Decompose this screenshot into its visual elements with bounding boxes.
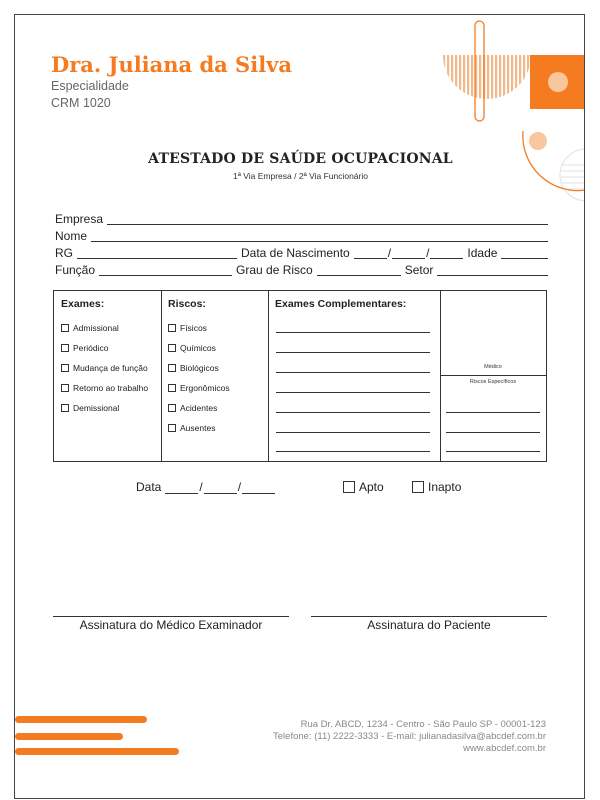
checkbox-square[interactable] [168, 404, 176, 412]
doctor-name: Dra. Juliana da Silva [51, 52, 292, 77]
checkbox-square[interactable] [168, 344, 176, 352]
label-idade: Idade [467, 246, 498, 260]
checkbox-label: Biológicos [180, 363, 219, 373]
checkbox-inapto[interactable] [412, 480, 461, 494]
checkbox-square[interactable] [61, 364, 69, 372]
checkbox-ausentes[interactable] [168, 423, 215, 433]
checkbox-mudanca-funcao[interactable] [61, 363, 148, 373]
checkbox-biologicos[interactable] [168, 363, 219, 373]
input-data-ano[interactable] [242, 481, 275, 494]
exames-heading: Exames: [61, 298, 105, 310]
footer-address: Rua Dr. ABCD, 1234 - Centro - São Paulo SP - 00001-123 [300, 719, 546, 730]
riscos-especificos-line-3[interactable] [446, 451, 540, 452]
riscos-especificos-label: Riscos Específicos [469, 379, 517, 385]
doctor-crm: CRM 1020 [51, 96, 111, 110]
date-separator: / [237, 480, 242, 494]
checkbox-label: Químicos [180, 343, 216, 353]
checkbox-label: Periódico [73, 343, 109, 353]
complementar-line-4[interactable] [276, 392, 430, 393]
footer-contact: Telefone: (11) 2222-3333 - E-mail: julianadasilva@abcdef.com.br [273, 731, 546, 742]
complementar-line-2[interactable] [276, 352, 430, 353]
checkbox-label: Admissional [73, 323, 119, 333]
input-idade[interactable] [501, 246, 548, 259]
exam-table [53, 290, 547, 462]
field-row-funcao [55, 261, 548, 277]
striped-half-circle [443, 55, 531, 99]
input-empresa[interactable] [107, 212, 548, 225]
exames-column [54, 291, 162, 461]
field-row-nome [55, 227, 548, 243]
checkbox-label: Demissional [73, 403, 120, 413]
input-nascimento-ano[interactable] [430, 246, 463, 259]
signature-line-paciente[interactable] [311, 616, 547, 617]
date-separator: / [387, 246, 392, 260]
exames-complementares-heading: Exames Complementares: [275, 298, 407, 310]
complementar-line-5[interactable] [276, 412, 430, 413]
signature-label-paciente: Assinatura do Paciente [367, 618, 491, 632]
checkbox-square[interactable] [168, 364, 176, 372]
checkbox-demissional[interactable] [61, 403, 119, 413]
checkbox-ergonomicos[interactable] [168, 383, 230, 393]
riscos-column [161, 291, 269, 461]
date-row [136, 480, 275, 494]
date-separator: / [199, 480, 203, 494]
square-inner-circle [548, 72, 568, 92]
label-data-nascimento: Data de Nascimento [241, 246, 350, 260]
checkbox-quimicos[interactable] [168, 343, 216, 353]
medico-column [440, 291, 546, 461]
checkbox-square[interactable] [168, 424, 176, 432]
input-grau-risco[interactable] [317, 263, 401, 276]
checkbox-square[interactable] [343, 481, 355, 493]
input-data-mes[interactable] [204, 481, 237, 494]
exames-complementares-column [268, 291, 441, 461]
riscos-heading: Riscos: [168, 298, 206, 310]
bottom-bar-3 [15, 748, 179, 755]
checkbox-apto[interactable] [343, 480, 384, 494]
input-data-dia[interactable] [165, 481, 198, 494]
checkbox-label: Retorno ao trabalho [73, 383, 149, 393]
document-subtitle: 1ª Via Empresa / 2ª Via Funcionário [233, 171, 368, 181]
input-funcao[interactable] [99, 263, 232, 276]
label-data: Data [136, 480, 162, 494]
complementar-line-1[interactable] [276, 332, 430, 333]
riscos-especificos-line-1[interactable] [446, 412, 540, 413]
checkbox-fisicos[interactable] [168, 323, 207, 333]
bottom-bar-1 [15, 716, 147, 723]
medico-divider [440, 375, 546, 376]
inapto-label: Inapto [428, 480, 462, 494]
label-setor: Setor [404, 263, 434, 277]
signature-line-medico[interactable] [53, 616, 289, 617]
small-circle [529, 132, 547, 150]
complementar-line-3[interactable] [276, 372, 430, 373]
input-setor[interactable] [437, 263, 548, 276]
checkbox-square[interactable] [61, 384, 69, 392]
label-nome: Nome [55, 229, 88, 243]
checkbox-periodico[interactable] [61, 343, 108, 353]
label-funcao: Função [55, 263, 96, 277]
field-row-rg [55, 244, 548, 260]
complementar-line-6[interactable] [276, 432, 430, 433]
riscos-especificos-line-2[interactable] [446, 432, 540, 433]
checkbox-retorno-trabalho[interactable] [61, 383, 148, 393]
checkbox-acidentes[interactable] [168, 403, 217, 413]
checkbox-label: Mudança de função [73, 363, 148, 373]
doctor-specialty: Especialidade [51, 79, 129, 93]
input-nascimento-dia[interactable] [354, 246, 387, 259]
checkbox-admissional[interactable] [61, 323, 119, 333]
checkbox-square[interactable] [61, 324, 69, 332]
checkbox-square[interactable] [61, 404, 69, 412]
checkbox-label: Ergonômicos [180, 383, 230, 393]
complementar-line-7[interactable] [276, 451, 430, 452]
label-grau-risco: Grau de Risco [236, 263, 313, 277]
date-separator: / [426, 246, 430, 260]
checkbox-label: Físicos [180, 323, 207, 333]
label-empresa: Empresa [55, 212, 104, 226]
input-nascimento-mes[interactable] [392, 246, 425, 259]
input-nome[interactable] [91, 229, 548, 242]
prescription-form-page [14, 14, 585, 799]
medico-label: Médico [484, 364, 502, 370]
checkbox-square[interactable] [61, 344, 69, 352]
checkbox-square[interactable] [168, 324, 176, 332]
checkbox-square[interactable] [168, 384, 176, 392]
footer-website: www.abcdef.com.br [463, 743, 546, 754]
field-row-empresa [55, 210, 548, 226]
document-title: ATESTADO DE SAÚDE OCUPACIONAL [148, 151, 453, 167]
input-rg[interactable] [77, 246, 237, 259]
label-rg: RG [55, 246, 73, 260]
checkbox-label: Ausentes [180, 423, 216, 433]
checkbox-label: Acidentes [180, 403, 218, 413]
apto-label: Apto [359, 480, 384, 494]
bottom-bar-2 [15, 733, 123, 740]
signature-label-medico: Assinatura do Médico Examinador [79, 618, 263, 632]
checkbox-square[interactable] [412, 481, 424, 493]
